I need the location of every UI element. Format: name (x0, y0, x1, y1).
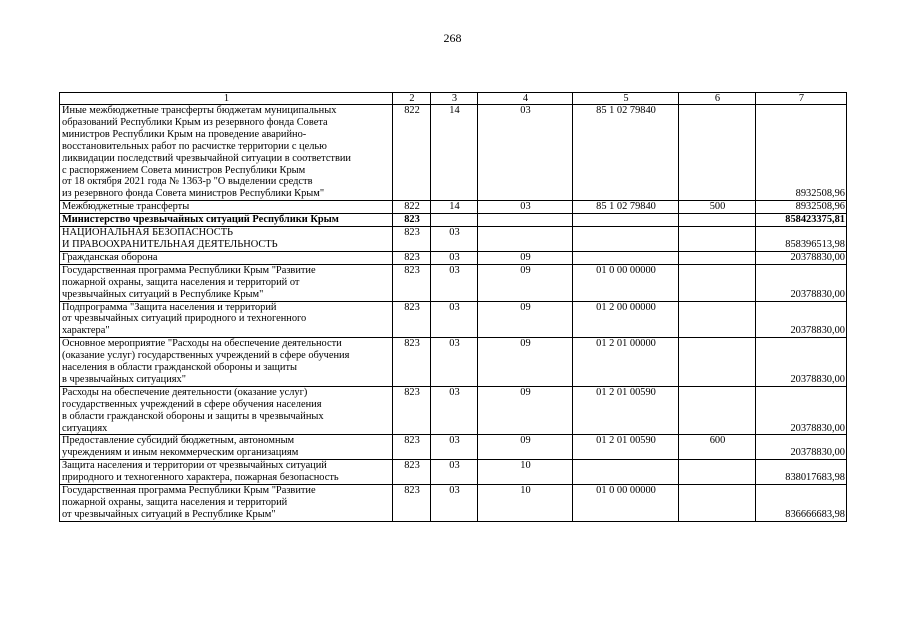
table-row (60, 435, 847, 460)
row-grbs-cell: 822 (393, 201, 431, 214)
row-expense-type-cell (679, 105, 756, 201)
table-row (60, 227, 847, 252)
row-subsection-cell: 09 (478, 386, 573, 435)
row-target-article-cell: 85 1 02 79840 (573, 201, 679, 214)
row-subsection-cell: 10 (478, 485, 573, 522)
row-subsection-cell: 09 (478, 338, 573, 387)
row-amount-cell: 20378830,00 (756, 264, 847, 301)
row-section-cell: 03 (431, 264, 478, 301)
row-subsection-cell (478, 227, 573, 252)
header-cell-6: 6 (679, 93, 756, 105)
row-amount-cell: 8932508,96 (756, 105, 847, 201)
row-amount-cell: 20378830,00 (756, 301, 847, 338)
row-subsection-cell: 09 (478, 435, 573, 460)
row-amount-cell: 20378830,00 (756, 435, 847, 460)
header-cell-1: 1 (60, 93, 393, 105)
row-target-article-cell: 85 1 02 79840 (573, 105, 679, 201)
row-grbs-cell: 823 (393, 264, 431, 301)
row-amount-cell: 20378830,00 (756, 251, 847, 264)
header-cell-2: 2 (393, 93, 431, 105)
row-target-article-cell: 01 2 00 00000 (573, 301, 679, 338)
row-section-cell: 03 (431, 338, 478, 387)
row-expense-type-cell (679, 386, 756, 435)
row-name-cell: Государственная программа Республики Крым "Развитие пожарной охраны, защита населения и территорий от чрезвычайных ситуаций в Республике Крым" (60, 264, 393, 301)
row-expense-type-cell: 500 (679, 201, 756, 214)
row-grbs-cell: 823 (393, 435, 431, 460)
row-target-article-cell (573, 460, 679, 485)
header-cell-7: 7 (756, 93, 847, 105)
table-row (60, 386, 847, 435)
row-section-cell: 03 (431, 301, 478, 338)
row-target-article-cell: 01 2 01 00590 (573, 435, 679, 460)
row-section-cell (431, 214, 478, 227)
row-grbs-cell: 823 (393, 227, 431, 252)
row-section-cell: 03 (431, 435, 478, 460)
row-grbs-cell: 823 (393, 386, 431, 435)
row-grbs-cell: 822 (393, 105, 431, 201)
row-subsection-cell: 03 (478, 201, 573, 214)
row-grbs-cell: 823 (393, 301, 431, 338)
table-row (60, 485, 847, 522)
row-name-cell: Межбюджетные трансферты (60, 201, 393, 214)
row-amount-cell: 836666683,98 (756, 485, 847, 522)
header-cell-3: 3 (431, 93, 478, 105)
row-name-cell: Основное мероприятие "Расходы на обеспечение деятельности (оказание услуг) государственных учреждений в сфере обучения населения в области гражданской обороны и защиты в чрезвычайных ситуациях" (60, 338, 393, 387)
page-number: 268 (443, 31, 462, 45)
row-section-cell: 14 (431, 201, 478, 214)
row-expense-type-cell (679, 485, 756, 522)
row-subsection-cell: 09 (478, 251, 573, 264)
table-row (60, 214, 847, 227)
header-cell-4: 4 (478, 93, 573, 105)
row-amount-cell: 858423375,81 (756, 214, 847, 227)
row-subsection-cell (478, 214, 573, 227)
row-grbs-cell: 823 (393, 460, 431, 485)
row-target-article-cell (573, 227, 679, 252)
row-expense-type-cell (679, 251, 756, 264)
row-name-cell: НАЦИОНАЛЬНАЯ БЕЗОПАСНОСТЬ И ПРАВООХРАНИТЕЛЬНАЯ ДЕЯТЕЛЬНОСТЬ (60, 227, 393, 252)
row-amount-cell: 20378830,00 (756, 338, 847, 387)
table-row (60, 251, 847, 264)
row-section-cell: 03 (431, 485, 478, 522)
row-name-cell: Иные межбюджетные трансферты бюджетам муниципальных образований Республики Крым из резервного фонда Совета министров Республики Крым на проведение аварийно- восстановительных работ по расчистке территории с целью ликвидации последствий чрезвычайной ситуации в соответствии с распоряжением Совета министров Республики Крым от 18 октября 2021 года № 1363-р "О выделении средств из резервного фонда Совета министров Республики Крым" (60, 105, 393, 201)
row-subsection-cell: 10 (478, 460, 573, 485)
row-grbs-cell: 823 (393, 485, 431, 522)
table-row (60, 338, 847, 387)
row-name-cell: Защита населения и территории от чрезвычайных ситуаций природного и техногенного характера, пожарная безопасность (60, 460, 393, 485)
row-amount-cell: 838017683,98 (756, 460, 847, 485)
row-grbs-cell: 823 (393, 214, 431, 227)
row-name-cell: Расходы на обеспечение деятельности (оказание услуг) государственных учреждений в сфере обучения населения в области гражданской обороны и защиты в чрезвычайных ситуациях (60, 386, 393, 435)
table-row (60, 264, 847, 301)
row-amount-cell: 20378830,00 (756, 386, 847, 435)
row-target-article-cell: 01 0 00 00000 (573, 264, 679, 301)
row-subsection-cell: 09 (478, 264, 573, 301)
row-expense-type-cell (679, 301, 756, 338)
row-name-cell: Подпрограмма "Защита населения и территорий от чрезвычайных ситуаций природного и техногенного характера" (60, 301, 393, 338)
row-target-article-cell (573, 251, 679, 264)
table-row (60, 201, 847, 214)
header-cell-5: 5 (573, 93, 679, 105)
row-target-article-cell: 01 2 01 00000 (573, 338, 679, 387)
row-expense-type-cell (679, 264, 756, 301)
table-row (60, 301, 847, 338)
row-amount-cell: 8932508,96 (756, 201, 847, 214)
table-row (60, 105, 847, 201)
row-expense-type-cell (679, 214, 756, 227)
row-target-article-cell: 01 2 01 00590 (573, 386, 679, 435)
row-section-cell: 14 (431, 105, 478, 201)
row-name-cell: Государственная программа Республики Крым "Развитие пожарной охраны, защита населения и территорий от чрезвычайных ситуаций в Республике Крым" (60, 485, 393, 522)
row-name-cell: Гражданская оборона (60, 251, 393, 264)
row-section-cell: 03 (431, 251, 478, 264)
header-row (60, 93, 847, 105)
row-amount-cell: 858396513,98 (756, 227, 847, 252)
row-expense-type-cell (679, 227, 756, 252)
row-section-cell: 03 (431, 227, 478, 252)
budget-table (59, 92, 847, 522)
row-subsection-cell: 09 (478, 301, 573, 338)
row-grbs-cell: 823 (393, 251, 431, 264)
row-name-cell: Министерство чрезвычайных ситуаций Республики Крым (60, 214, 393, 227)
row-section-cell: 03 (431, 460, 478, 485)
row-section-cell: 03 (431, 386, 478, 435)
row-name-cell: Предоставление субсидий бюджетным, автономным учреждениям и иным некоммерческим организациям (60, 435, 393, 460)
row-grbs-cell: 823 (393, 338, 431, 387)
row-expense-type-cell (679, 338, 756, 387)
row-target-article-cell: 01 0 00 00000 (573, 485, 679, 522)
row-subsection-cell: 03 (478, 105, 573, 201)
table-row (60, 460, 847, 485)
row-expense-type-cell: 600 (679, 435, 756, 460)
row-expense-type-cell (679, 460, 756, 485)
row-target-article-cell (573, 214, 679, 227)
